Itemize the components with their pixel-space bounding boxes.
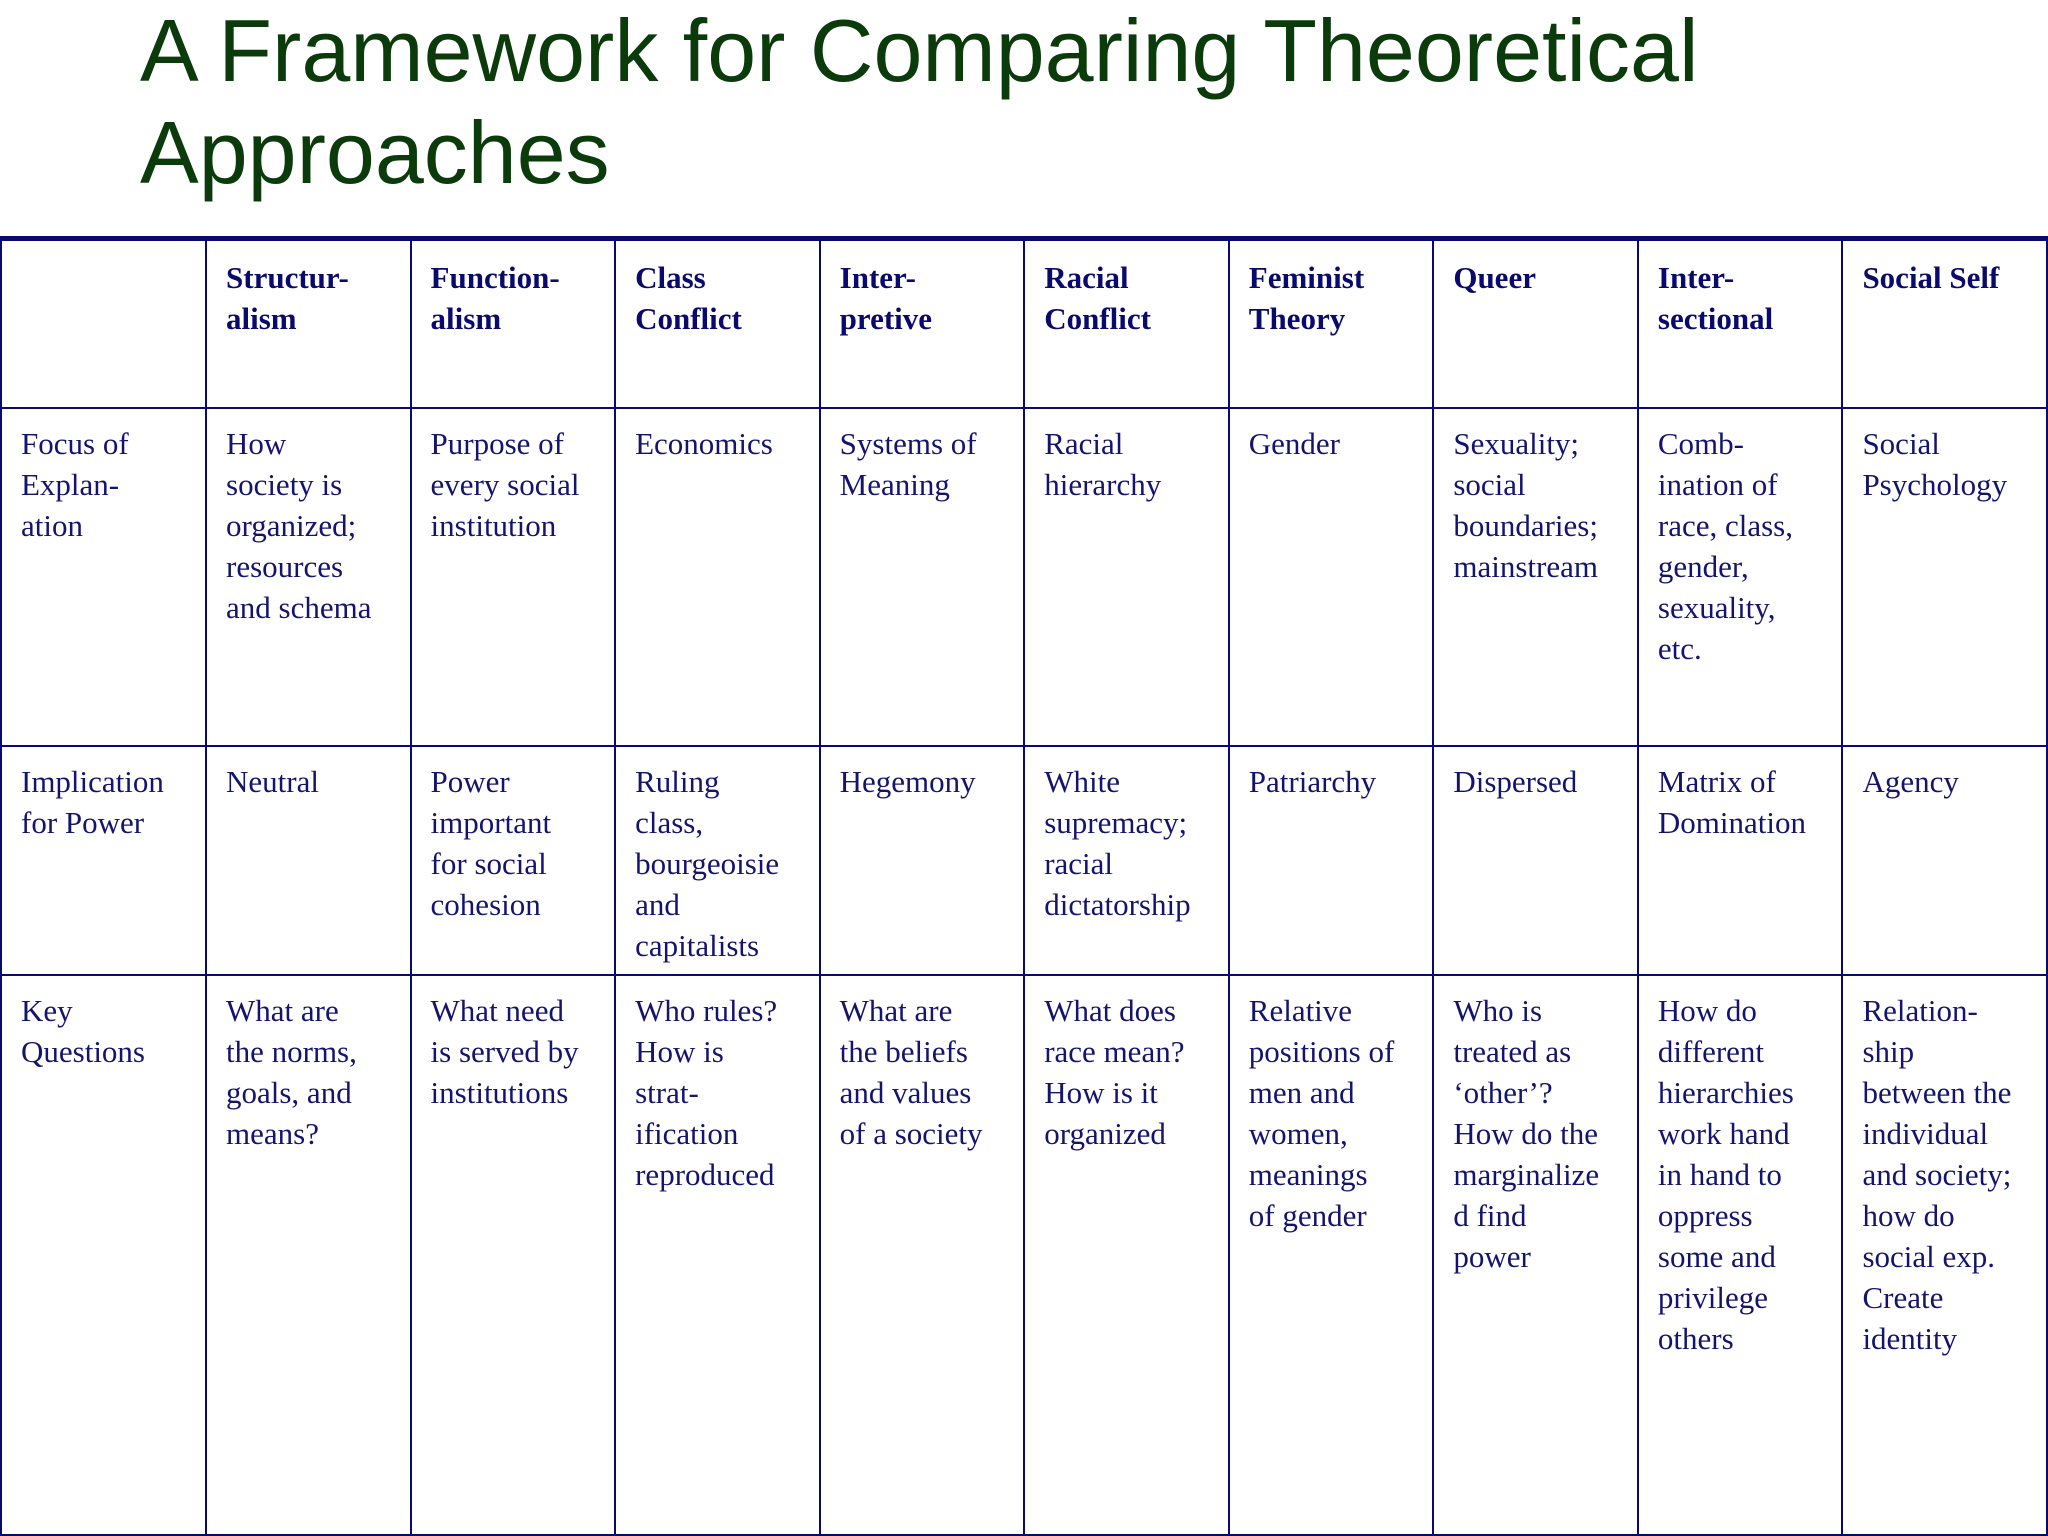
table-cell: Relative positions of men and women, meanings of gender (1230, 976, 1435, 1534)
table-cell: Comb- ination of race, class, gender, sexuality, etc. (1639, 409, 1844, 747)
column-header-queer: Queer (1434, 241, 1639, 409)
table-cell: What are the beliefs and values of a society (821, 976, 1026, 1534)
table-cell: Who is treated as ‘other’? How do the marginalize d find power (1434, 976, 1639, 1534)
column-header-functionalism: Function- alism (412, 241, 617, 409)
table-cell: Purpose of every social institution (412, 409, 617, 747)
table-corner-cell (2, 241, 207, 409)
table-cell: Sexuality; social boundaries; mainstream (1434, 409, 1639, 747)
column-header-social-self: Social Self (1843, 241, 2048, 409)
table-cell: Patriarchy (1230, 747, 1435, 976)
column-header-structuralism: Structur- alism (207, 241, 412, 409)
table-cell: How do different hierarchies work hand in hand to oppress some and privilege others (1639, 976, 1844, 1534)
row-label-implication-for-power: Implication for Power (2, 747, 207, 976)
table-cell: Agency (1843, 747, 2048, 976)
row-label-focus-of-explanation: Focus of Explan- ation (2, 409, 207, 747)
column-header-class-conflict: Class Conflict (616, 241, 821, 409)
table-cell: Systems of Meaning (821, 409, 1026, 747)
table-cell: How society is organized; resources and schema (207, 409, 412, 747)
slide-title: A Framework for Comparing Theoretical Approaches (140, 1, 1699, 202)
column-header-feminist-theory: Feminist Theory (1230, 241, 1435, 409)
table-cell: What are the norms, goals, and means? (207, 976, 412, 1534)
table-cell: Relation- ship between the individual and society; how do social exp. Create identity (1843, 976, 2048, 1534)
table-cell: Dispersed (1434, 747, 1639, 976)
table-cell: Economics (616, 409, 821, 747)
table-cell: Gender (1230, 409, 1435, 747)
table-cell: Social Psychology (1843, 409, 2048, 747)
table-cell: Racial hierarchy (1025, 409, 1230, 747)
table-cell: Matrix of Domination (1639, 747, 1844, 976)
table-cell: Hegemony (821, 747, 1026, 976)
table-cell: What does race mean? How is it organized (1025, 976, 1230, 1534)
comparison-table (0, 236, 2048, 1536)
row-label-key-questions: Key Questions (2, 976, 207, 1534)
table-cell: Ruling class, bourgeoisie and capitalists (616, 747, 821, 976)
table-cell: White supremacy; racial dictatorship (1025, 747, 1230, 976)
table-cell: Neutral (207, 747, 412, 976)
table-cell: Power important for social cohesion (412, 747, 617, 976)
column-header-racial-conflict: Racial Conflict (1025, 241, 1230, 409)
table-cell: Who rules? How is strat- ification reproduced (616, 976, 821, 1534)
table-cell: What need is served by institutions (412, 976, 617, 1534)
column-header-interpretive: Inter- pretive (821, 241, 1026, 409)
column-header-intersectional: Inter- sectional (1639, 241, 1844, 409)
